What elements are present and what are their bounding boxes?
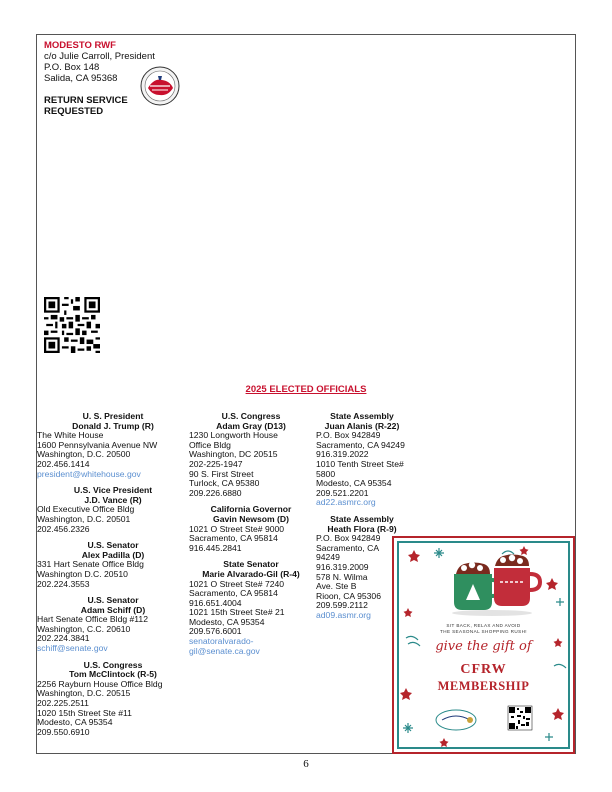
official-office: State Assembly [330, 513, 394, 524]
official-name: Juan Alanis (R-22) [324, 420, 400, 431]
official-link[interactable]: president@whitehouse.gov [37, 468, 141, 479]
official-detail-line: 209.521.2201 [316, 487, 369, 498]
official-detail-line: 202-225-1947 [189, 458, 243, 469]
official-detail-line: 1020 15th Street Ste #11 [37, 707, 132, 718]
official-entry [189, 412, 313, 498]
officials-column-1 [37, 412, 189, 744]
official-detail-line: 2256 Rayburn House Office Bldg [37, 678, 163, 689]
ad-membership-text: MEMBERSHIP [437, 679, 530, 693]
officials-column-2 [189, 412, 313, 663]
official-office: U.S. Congress [83, 659, 143, 670]
official-detail-line: Ave. Ste B [316, 581, 357, 592]
official-detail-line: Office Bldg [189, 439, 231, 450]
official-detail-line: 1021 15th Street Ste# 21 [189, 607, 285, 618]
official-detail-line: 331 Hart Senate Office Bldg [37, 559, 144, 570]
official-name: Alex Padilla (D) [81, 549, 145, 560]
official-detail-line: 916.319.2009 [316, 561, 369, 572]
official-detail-line: 202.456.2326 [37, 523, 90, 534]
official-detail-line: 916.651.4004 [189, 597, 242, 608]
page-number: 6 [303, 758, 309, 770]
return-service-line: RETURN SERVICE [44, 95, 128, 106]
official-detail-line: Washington, D.C. 20501 [37, 513, 131, 524]
cfrw-membership-ad [392, 536, 575, 754]
return-service-line: REQUESTED [44, 106, 104, 117]
official-detail-line: 90 S. First Street [189, 468, 254, 479]
official-detail-line: Washington D.C. 20510 [37, 568, 128, 579]
official-entry [37, 486, 189, 534]
official-detail-line: Hart Senate Office Bldg #112 [37, 614, 148, 625]
official-detail-line: Turlock, CA 95380 [189, 478, 260, 489]
official-office: California Governor [210, 504, 292, 515]
officials-heading: 2025 ELECTED OFFICIALS [245, 384, 367, 395]
official-detail-line: 202.224.3841 [37, 633, 90, 644]
official-name: J.D. Vance (R) [84, 494, 142, 505]
official-name: Adam Schiff (D) [80, 604, 146, 615]
official-entry [37, 412, 189, 479]
official-office: U.S. Vice President [73, 485, 153, 496]
ad-tagline [394, 623, 573, 635]
official-detail-line: 94249 [316, 552, 340, 563]
official-name: Adam Gray (D13) [216, 420, 286, 431]
official-entry [37, 541, 189, 589]
official-office: U.S. Senator [87, 595, 139, 606]
official-name: Heath Flora (R-9) [327, 523, 397, 534]
official-office: State Assembly [330, 411, 394, 421]
ad-tagline-line: THE SEASONAL SHOPPING RUSH! [440, 629, 527, 634]
official-detail-line: Modesto, CA 95354 [316, 478, 392, 489]
official-entry [316, 412, 408, 508]
official-detail-line: Washington, D.C. 20515 [37, 688, 131, 699]
official-detail-line: 578 N. Wilma [316, 571, 368, 582]
official-link[interactable]: senatoralvarado- [189, 636, 254, 647]
official-detail-line: The White House [37, 430, 104, 441]
official-entry [189, 560, 313, 656]
official-office: State Senator [223, 559, 279, 570]
ad-gift-text: give the gift of [435, 639, 532, 654]
qr-code-icon [44, 297, 100, 353]
official-detail-line: Sacramento, CA [316, 542, 380, 553]
official-entry [37, 661, 189, 738]
official-entry [189, 505, 313, 553]
official-detail-line: Washington, DC 20515 [189, 449, 278, 460]
official-name: Tom McClintock (R-5) [69, 669, 157, 680]
official-detail-line: Old Executive Office Bldg [37, 504, 135, 515]
official-detail-line: 916.319.2022 [316, 449, 369, 460]
official-link[interactable]: gil@senate.ca.gov [189, 645, 260, 656]
official-office: U.S. Congress [221, 411, 281, 421]
official-detail-line: Modesto, CA 95354 [37, 717, 113, 728]
official-detail-line: 209.226.6880 [189, 487, 242, 498]
official-detail-line: 202.224.3553 [37, 578, 90, 589]
official-name: Marie Alvarado-Gil (R-4) [202, 568, 300, 579]
official-detail-line: 1600 Pennsylvania Avenue NW [37, 439, 158, 450]
ad-cfrw-text: CFRW [460, 662, 507, 677]
official-link[interactable]: ad09.asmr.org [316, 609, 371, 620]
official-detail-line: 209.599.2112 [316, 600, 368, 611]
official-detail-line: Sacramento, CA 95814 [189, 533, 278, 544]
official-detail-line: Sacramento, CA 95814 [189, 588, 278, 599]
official-office: U. S. President [82, 411, 144, 421]
official-office: U.S. Senator [87, 540, 139, 551]
official-link[interactable]: ad22.asmrc.org [316, 497, 376, 508]
official-detail-line: 209.576.6001 [189, 626, 242, 637]
official-detail-line: Washington, D.C. 20500 [37, 449, 131, 460]
official-detail-line: 1021 O Street Ste# 7240 [189, 578, 285, 589]
sender-org: MODESTO RWF [44, 40, 116, 51]
sender-address [44, 40, 155, 84]
official-detail-line: P.O. Box 942849 [316, 533, 381, 544]
official-detail-line: 202.225.2511 [37, 698, 89, 709]
official-detail-line: 1230 Longworth House [189, 430, 278, 441]
official-entry [37, 596, 189, 654]
official-link[interactable]: schiff@senate.gov [37, 643, 108, 654]
official-detail-line: Sacramento, CA 94249 [316, 439, 405, 450]
sender-line: P.O. Box 148 [44, 62, 100, 73]
seal-logo-icon [140, 66, 180, 106]
return-service-notice [44, 95, 128, 117]
official-detail-line: P.O. Box 942849 [316, 430, 381, 441]
official-detail-line: 209.550.6910 [37, 726, 90, 737]
official-name: Donald J. Trump (R) [72, 420, 154, 431]
official-detail-line: Rioon, CA 95306 [316, 590, 381, 601]
official-detail-line: 916.445.2841 [189, 542, 242, 553]
official-name: Gavin Newsom (D) [213, 513, 289, 524]
official-detail-line: 1010 Tenth Street Ste# 5800 [316, 458, 404, 479]
official-detail-line: 202.456.1414 [37, 458, 90, 469]
ad-tagline-line: SIT BACK, RELAX AND AVOID [446, 623, 521, 628]
sender-line: c/o Julie Carroll, President [44, 51, 155, 62]
official-detail-line: Washington, C.C. 20610 [37, 623, 131, 634]
sender-line: Salida, CA 95368 [44, 73, 118, 84]
official-detail-line: 1021 O Street Ste# 9000 [189, 523, 285, 534]
official-detail-line: Modesto, CA 95354 [189, 616, 265, 627]
